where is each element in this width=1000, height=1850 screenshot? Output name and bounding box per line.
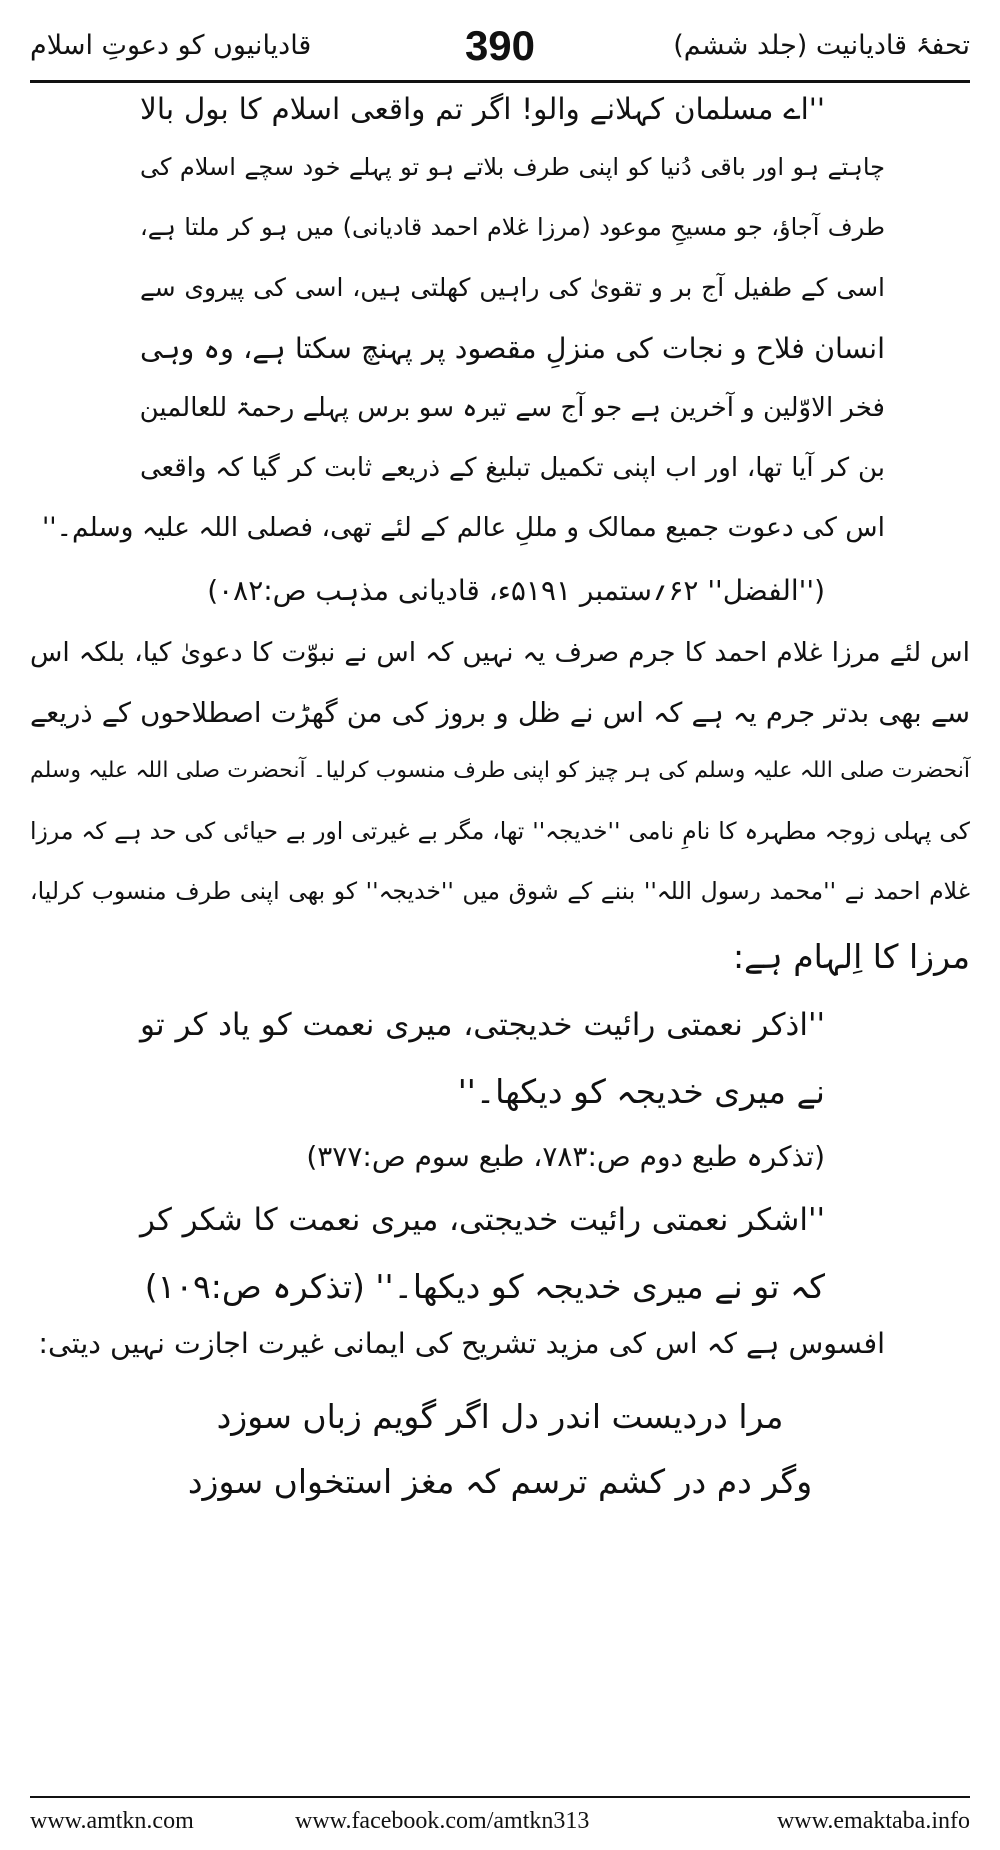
- paragraph-line: مرزا کا اِلہام ہے:: [732, 937, 970, 976]
- quote-line: فخر الاوّلین و آخرین ہے جو آج سے تیرہ سو برس پہلے رحمۃ للعالمین: [139, 393, 885, 423]
- quote-line: انسان فلاح و نجات کی منزلِ مقصود پر پہنچ سکتا ہے، وہ وہی: [140, 332, 885, 365]
- footer-link-facebook[interactable]: www.facebook.com/amtkn313: [295, 1808, 590, 1834]
- page-footer: [30, 1808, 970, 1838]
- quote-line: ''اشکر نعمتی رائیت خدیجتی، میری نعمت کا شکر کر: [140, 1202, 825, 1238]
- quote-line: ''اے مسلمان کہلانے والو! اگر تم واقعی اسلام کا بول بالا: [140, 92, 825, 126]
- book-title: تحفۂ قادیانیت (جلد ششم): [673, 30, 970, 61]
- chapter-title: قادیانیوں کو دعوتِ اسلام: [30, 30, 312, 61]
- quote-line: اس کی دعوت جمیع ممالک و مللِ عالم کے لئے تھی، فصلی اللہ علیہ وسلم۔'': [41, 512, 885, 543]
- couplet-line: وگر دم در کشم ترسم کہ مغز استخواں سوزد: [187, 1462, 813, 1501]
- page-header: [30, 22, 970, 74]
- paragraph-line: آنحضرت صلی اللہ علیہ وسلم کی ہر چیز کو اپنی طرف منسوب کرلیا۔ آنحضرت صلی اللہ علیہ وسلم: [30, 758, 970, 783]
- quote-line: چاہتے ہو اور باقی دُنیا کو اپنی طرف بلاتے ہو تو پہلے خود سچے اسلام کی: [140, 153, 885, 181]
- quote-line: اسی کے طفیل آج بر و تقویٰ کی راہیں کھلتی ہیں، اسی کی پیروی سے: [140, 273, 885, 302]
- header-divider: [30, 80, 970, 83]
- quote-line: ''اذکر نعمتی رائیت خدیجتی، میری نعمت کو یاد کر تو: [140, 1007, 825, 1043]
- paragraph-line: غلام احمد نے ''محمد رسول اللہ'' بننے کے شوق میں ''خدیجہ'' کو بھی اپنی طرف منسوب کرلیا،: [30, 877, 970, 905]
- paragraph-line: افسوس ہے کہ اس کی مزید تشریح کی ایمانی غیرت اجازت نہیں دیتی:: [38, 1327, 885, 1360]
- page-number: 390: [464, 22, 536, 69]
- couplet-line: مرا دردیست اندر دل اگر گویم زباں سوزد: [216, 1397, 784, 1436]
- paragraph-line: کی پہلی زوجہ مطہرہ کا نامِ نامی ''خدیجہ'' تھا، مگر بے غیرتی اور بے حیائی کی حد ہے کہ مرزا: [30, 817, 970, 845]
- quote-line: بن کر آیا تھا، اور اب اپنی تکمیل تبلیغ کے ذریعے ثابت کر گیا کہ واقعی: [140, 453, 885, 483]
- footer-link-emaktaba[interactable]: www.emaktaba.info: [776, 1808, 970, 1834]
- paragraph-line: اس لئے مرزا غلام احمد کا جرم صرف یہ نہیں کہ اس نے نبوّت کا دعویٰ کیا، بلکہ اس: [30, 637, 970, 668]
- footer-divider: [30, 1796, 970, 1798]
- quote-line: کہ تو نے میری خدیجہ کو دیکھا۔'' (تذکرہ ص:۱۰۹): [144, 1267, 825, 1306]
- paragraph-line: سے بھی بدتر جرم یہ ہے کہ اس نے ظل و بروز کی من گھڑت اصطلاحوں کے ذریعے: [30, 697, 970, 729]
- footer-link-amtkn[interactable]: www.amtkn.com: [30, 1808, 194, 1834]
- citation: (''الفضل'' ۶۲؍ستمبر ۵۱۹۱ء، قادیانی مذہب ص:۰۸۲): [207, 574, 825, 607]
- citation: (تذکرہ طبع دوم ص:۷۸۳، طبع سوم ص:۳۷۷): [306, 1140, 825, 1173]
- quote-line: نے میری خدیجہ کو دیکھا۔'': [457, 1072, 825, 1111]
- quote-line: طرف آجاؤ، جو مسیحِ موعود (مرزا غلام احمد قادیانی) میں ہو کر ملتا ہے،: [140, 213, 885, 241]
